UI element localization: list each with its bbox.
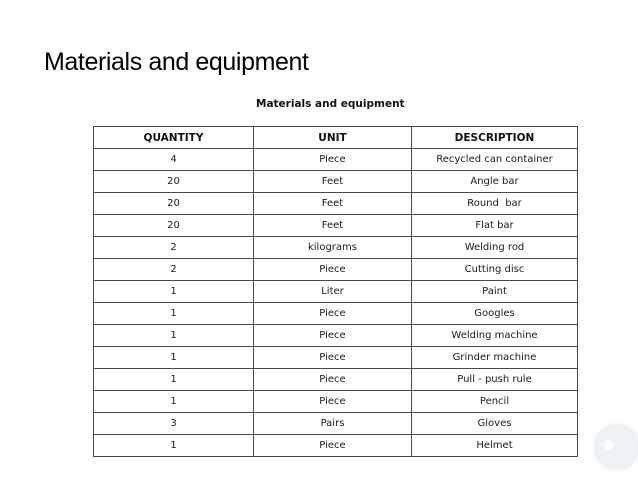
table-row	[94, 391, 578, 413]
cell-description: Helmet	[412, 435, 578, 457]
cell-quantity: 1	[94, 369, 254, 391]
cell-unit: kilograms	[254, 237, 412, 259]
table-header-row	[94, 127, 578, 149]
header-quantity: QUANTITY	[94, 127, 254, 149]
cell-unit: Piece	[254, 325, 412, 347]
cell-unit: Feet	[254, 193, 412, 215]
cell-quantity: 1	[94, 325, 254, 347]
cell-quantity: 20	[94, 215, 254, 237]
table-row	[94, 413, 578, 435]
table-caption: Materials and equipment	[256, 98, 405, 110]
cell-description: Paint	[412, 281, 578, 303]
cell-quantity: 20	[94, 171, 254, 193]
cell-description: Gloves	[412, 413, 578, 435]
cell-unit: Feet	[254, 215, 412, 237]
cell-quantity: 2	[94, 237, 254, 259]
cell-description: Welding rod	[412, 237, 578, 259]
cell-quantity: 3	[94, 413, 254, 435]
table-row	[94, 435, 578, 457]
cell-unit: Piece	[254, 259, 412, 281]
cell-description: Flat bar	[412, 215, 578, 237]
cell-description: Pencil	[412, 391, 578, 413]
slide-nav-dot-icon	[604, 440, 614, 450]
materials-table	[93, 126, 578, 457]
cell-quantity: 4	[94, 149, 254, 171]
table-row	[94, 193, 578, 215]
cell-quantity: 1	[94, 347, 254, 369]
slide-title: Materials and equipment	[44, 48, 309, 76]
cell-description: Googles	[412, 303, 578, 325]
table-row	[94, 149, 578, 171]
cell-description: Cutting disc	[412, 259, 578, 281]
cell-quantity: 1	[94, 435, 254, 457]
cell-description: Pull - push rule	[412, 369, 578, 391]
cell-unit: Piece	[254, 149, 412, 171]
table-row	[94, 171, 578, 193]
cell-quantity: 2	[94, 259, 254, 281]
table-row	[94, 303, 578, 325]
table-row	[94, 347, 578, 369]
cell-unit: Piece	[254, 303, 412, 325]
cell-description: Grinder machine	[412, 347, 578, 369]
cell-unit: Pairs	[254, 413, 412, 435]
cell-unit: Feet	[254, 171, 412, 193]
cell-description: Round bar	[412, 193, 578, 215]
cell-quantity: 1	[94, 391, 254, 413]
header-unit: UNIT	[254, 127, 412, 149]
table-row	[94, 369, 578, 391]
header-description: DESCRIPTION	[412, 127, 578, 149]
cell-quantity: 1	[94, 303, 254, 325]
cell-unit: Piece	[254, 347, 412, 369]
cell-quantity: 20	[94, 193, 254, 215]
cell-description: Angle bar	[412, 171, 578, 193]
table-row	[94, 259, 578, 281]
table-row	[94, 237, 578, 259]
cell-unit: Piece	[254, 369, 412, 391]
cell-description: Recycled can container	[412, 149, 578, 171]
cell-unit: Liter	[254, 281, 412, 303]
cell-quantity: 1	[94, 281, 254, 303]
cell-unit: Piece	[254, 391, 412, 413]
table-row	[94, 325, 578, 347]
table-row	[94, 215, 578, 237]
table-row	[94, 281, 578, 303]
cell-description: Welding machine	[412, 325, 578, 347]
cell-unit: Piece	[254, 435, 412, 457]
slide-nav-button[interactable]	[596, 426, 638, 468]
